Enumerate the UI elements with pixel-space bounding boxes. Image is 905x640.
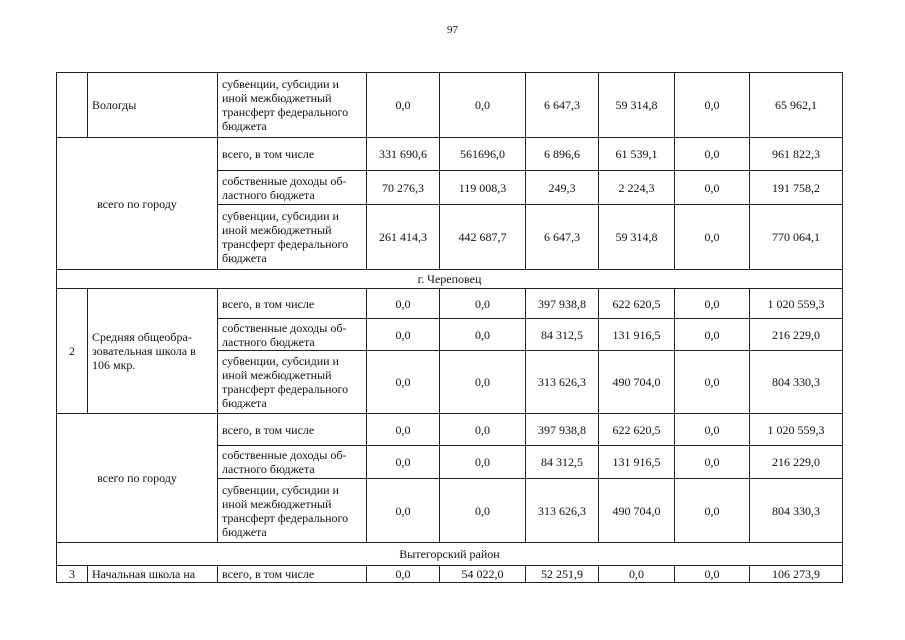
value-cell: 0,0 <box>440 73 526 138</box>
value-cell: 131 916,5 <box>599 446 675 479</box>
value-cell: 84 312,5 <box>526 319 599 351</box>
funding-type-cell: субвенции, субсидии и иной межбюджетный трансферт федерального бюджета <box>218 73 367 138</box>
value-cell: 0,0 <box>367 73 440 138</box>
budget-table <box>56 72 843 583</box>
value-cell: 313 626,3 <box>526 351 599 414</box>
funding-type-cell: субвенции, субсидии и иной межбюджетный трансферт федерального бюджета <box>218 205 367 270</box>
value-cell: 397 938,8 <box>526 289 599 319</box>
value-cell: 0,0 <box>367 446 440 479</box>
table-row <box>57 270 843 289</box>
value-cell: 0,0 <box>367 479 440 543</box>
value-cell: 442 687,7 <box>440 205 526 270</box>
value-cell: 131 916,5 <box>599 319 675 351</box>
value-cell: 249,3 <box>526 171 599 205</box>
value-cell: 0,0 <box>599 566 675 583</box>
value-cell: 0,0 <box>675 171 750 205</box>
table-row <box>57 138 843 171</box>
city-total-label: всего по городу <box>57 138 218 270</box>
value-cell: 313 626,3 <box>526 479 599 543</box>
value-cell: 0,0 <box>675 319 750 351</box>
value-cell: 0,0 <box>675 205 750 270</box>
row-index-cell: 3 <box>57 566 88 583</box>
value-cell: 0,0 <box>675 414 750 446</box>
value-cell: 261 414,3 <box>367 205 440 270</box>
row-index-cell <box>57 73 88 138</box>
value-cell: 216 229,0 <box>750 446 843 479</box>
value-cell: 119 008,3 <box>440 171 526 205</box>
value-cell: 216 229,0 <box>750 319 843 351</box>
value-cell: 331 690,6 <box>367 138 440 171</box>
table-row <box>57 289 843 319</box>
object-name-cell: Средняя общеобра-зовательная школа в 106 мкр. <box>88 289 218 414</box>
value-cell: 804 330,3 <box>750 351 843 414</box>
value-cell: 1 020 559,3 <box>750 289 843 319</box>
table-row <box>57 543 843 566</box>
table-row <box>57 73 843 138</box>
value-cell: 0,0 <box>367 289 440 319</box>
value-cell: 106 273,9 <box>750 566 843 583</box>
value-cell: 0,0 <box>675 479 750 543</box>
funding-type-cell: собственные доходы об-ластного бюджета <box>218 171 367 205</box>
value-cell: 0,0 <box>675 138 750 171</box>
value-cell: 0,0 <box>440 351 526 414</box>
object-name-cell: Начальная школа на <box>88 566 218 583</box>
funding-type-cell: субвенции, субсидии и иной межбюджетный трансферт федерального бюджета <box>218 351 367 414</box>
object-name-cell: Вологды <box>88 73 218 138</box>
value-cell: 0,0 <box>675 351 750 414</box>
value-cell: 1 020 559,3 <box>750 414 843 446</box>
funding-type-cell: собственные доходы об-ластного бюджета <box>218 319 367 351</box>
value-cell: 0,0 <box>440 446 526 479</box>
value-cell: 84 312,5 <box>526 446 599 479</box>
section-header: Вытегорский район <box>57 543 843 566</box>
value-cell: 52 251,9 <box>526 566 599 583</box>
value-cell: 70 276,3 <box>367 171 440 205</box>
city-total-label: всего по городу <box>57 414 218 543</box>
value-cell: 6 896,6 <box>526 138 599 171</box>
value-cell: 0,0 <box>440 319 526 351</box>
page-number: 97 <box>447 24 458 36</box>
value-cell: 490 704,0 <box>599 351 675 414</box>
funding-type-cell: всего, в том числе <box>218 138 367 171</box>
value-cell: 6 647,3 <box>526 205 599 270</box>
value-cell: 59 314,8 <box>599 205 675 270</box>
value-cell: 0,0 <box>440 479 526 543</box>
section-header: г. Череповец <box>57 270 843 289</box>
value-cell: 2 224,3 <box>599 171 675 205</box>
value-cell: 0,0 <box>367 351 440 414</box>
table-row <box>57 566 843 583</box>
funding-type-cell: собственные доходы об-ластного бюджета <box>218 446 367 479</box>
value-cell: 770 064,1 <box>750 205 843 270</box>
value-cell: 0,0 <box>367 566 440 583</box>
value-cell: 0,0 <box>440 289 526 319</box>
value-cell: 0,0 <box>675 446 750 479</box>
value-cell: 490 704,0 <box>599 479 675 543</box>
value-cell: 61 539,1 <box>599 138 675 171</box>
value-cell: 622 620,5 <box>599 414 675 446</box>
value-cell: 54 022,0 <box>440 566 526 583</box>
value-cell: 397 938,8 <box>526 414 599 446</box>
funding-type-cell: субвенции, субсидии и иной межбюджетный трансферт федерального бюджета <box>218 479 367 543</box>
funding-type-cell: всего, в том числе <box>218 414 367 446</box>
value-cell: 6 647,3 <box>526 73 599 138</box>
value-cell: 0,0 <box>440 414 526 446</box>
value-cell: 191 758,2 <box>750 171 843 205</box>
row-index-cell: 2 <box>57 289 88 414</box>
value-cell: 59 314,8 <box>599 73 675 138</box>
value-cell: 622 620,5 <box>599 289 675 319</box>
value-cell: 804 330,3 <box>750 479 843 543</box>
value-cell: 0,0 <box>675 566 750 583</box>
value-cell: 0,0 <box>675 289 750 319</box>
value-cell: 961 822,3 <box>750 138 843 171</box>
funding-type-cell: всего, в том числе <box>218 289 367 319</box>
funding-type-cell: всего, в том числе <box>218 566 367 583</box>
table-row <box>57 414 843 446</box>
value-cell: 561696,0 <box>440 138 526 171</box>
value-cell: 65 962,1 <box>750 73 843 138</box>
value-cell: 0,0 <box>675 73 750 138</box>
value-cell: 0,0 <box>367 414 440 446</box>
value-cell: 0,0 <box>367 319 440 351</box>
